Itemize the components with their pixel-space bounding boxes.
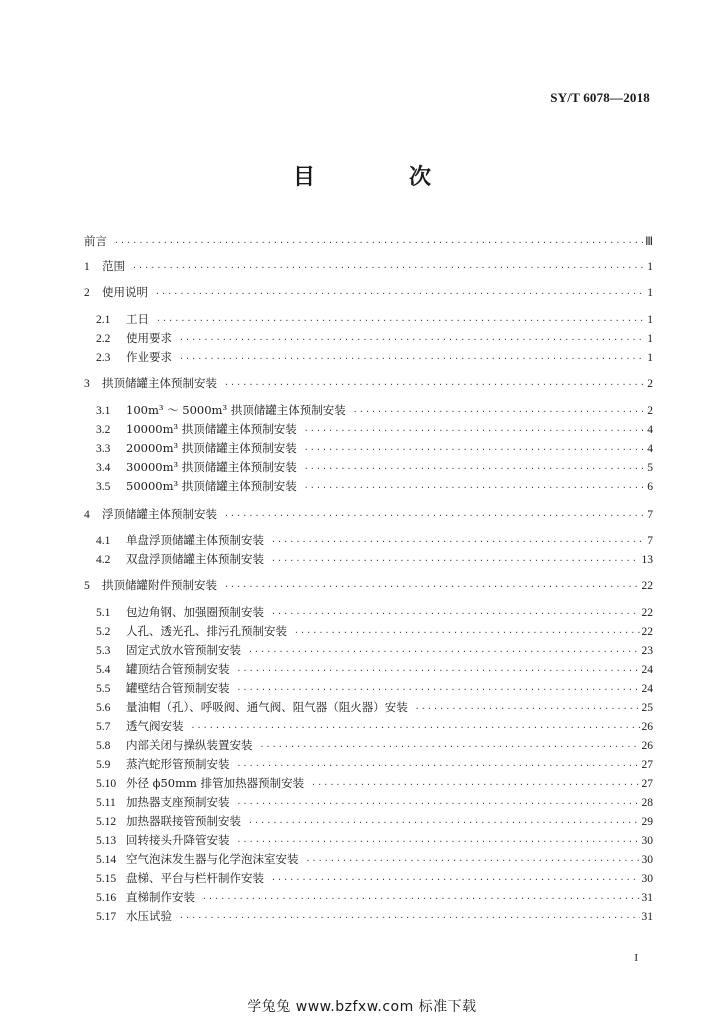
toc-entry-number: 2.3 (96, 352, 111, 364)
toc-leader-dots (294, 624, 640, 642)
toc-leader-dots (132, 259, 643, 277)
toc-leader-dots (353, 403, 643, 421)
toc-leader-dots (202, 890, 640, 908)
toc-entry-title: 拱顶储罐附件预制安装 (102, 578, 217, 592)
toc-entry[interactable] (96, 329, 653, 347)
toc-entry-page: 27 (641, 759, 653, 771)
toc-entry-number: 5.17 (96, 911, 117, 923)
toc-entry-title: 固定式放水管预制安装 (126, 643, 241, 657)
toc-leader-dots (156, 312, 643, 330)
toc-entry-page: 4 (647, 424, 653, 436)
toc-entry-page: 1 (647, 352, 653, 364)
page-number: I (634, 952, 638, 964)
toc-entry-title: 使用要求 (126, 331, 172, 345)
toc-entry[interactable] (96, 831, 653, 849)
toc-entry[interactable] (96, 420, 653, 438)
toc-entry[interactable] (96, 736, 653, 754)
toc-entry-number: 4.1 (96, 535, 111, 547)
toc-entry[interactable] (96, 439, 653, 457)
toc-leader-dots (114, 234, 643, 252)
toc-entry-page: 25 (641, 702, 653, 714)
toc-entry-page: 7 (647, 509, 653, 521)
toc-entry[interactable] (96, 755, 653, 773)
toc-entry-number: 3.5 (96, 481, 111, 493)
toc-entry-page: 4 (647, 443, 653, 455)
toc-leader-dots (271, 605, 640, 623)
toc-entry-title: 罐顶结合管预制安装 (126, 662, 230, 676)
watermark-text: 学兔兔 www.bzfxw.com 标准下载 (247, 999, 477, 1015)
toc-entry-page: 5 (647, 462, 653, 474)
toc-entry-title: 50000m³ 拱顶储罐主体预制安装 (126, 479, 297, 493)
toc-entry-page: 13 (641, 554, 653, 566)
toc-entry-page: 30 (641, 854, 653, 866)
toc-entry[interactable] (96, 907, 653, 925)
toc-entry-page: 28 (641, 797, 653, 809)
toc-entry-number: 2 (84, 287, 90, 299)
toc-leader-dots (179, 331, 643, 349)
toc-entry-page: 2 (647, 405, 653, 417)
toc-entry[interactable] (84, 374, 653, 392)
toc-entry-number: 5.5 (96, 683, 111, 695)
toc-entry[interactable] (84, 283, 653, 301)
toc-entry-number: 3.1 (96, 405, 111, 417)
toc-leader-dots (237, 662, 640, 680)
toc-entry-number: 3 (84, 378, 90, 390)
toc-leader-dots (271, 533, 643, 551)
toc-entry-number: 5.2 (96, 626, 111, 638)
toc-entry-page: 1 (647, 287, 653, 299)
toc-entry[interactable] (96, 622, 653, 640)
toc-entry[interactable] (96, 310, 653, 328)
toc-entry-number: 5.8 (96, 740, 111, 752)
toc-entry-number: 3.3 (96, 443, 111, 455)
toc-entry-title: 工日 (126, 312, 149, 326)
toc-entry-number: 5.1 (96, 607, 111, 619)
toc-entry-page: 30 (641, 873, 653, 885)
toc-entry-number: 5.11 (96, 797, 116, 809)
toc-leader-dots (237, 795, 640, 813)
toc-entry-title: 范围 (102, 259, 125, 273)
toc-entry-page: 1 (647, 314, 653, 326)
toc-entry-page: Ⅲ (645, 236, 653, 248)
toc-leader-dots (271, 871, 640, 889)
toc-entry-title: 100m³ ～ 5000m³ 拱顶储罐主体预制安装 (126, 403, 346, 417)
toc-entry-page: 2 (647, 378, 653, 390)
toc-leader-dots (224, 507, 643, 525)
toc-entry-title: 包边角钢、加强圈预制安装 (126, 605, 264, 619)
toc-leader-dots (224, 578, 640, 596)
toc-entry-number: 5.6 (96, 702, 111, 714)
toc-entry[interactable] (96, 774, 653, 792)
toc-entry-page: 22 (641, 626, 653, 638)
toc-leader-dots (155, 285, 643, 303)
toc-entry-page: 24 (641, 683, 653, 695)
toc-entry-number: 5 (84, 580, 90, 592)
toc-leader-dots (306, 852, 640, 870)
toc-leader-dots (237, 757, 640, 775)
toc-entry-title: 10000m³ 拱顶储罐主体预制安装 (126, 422, 297, 436)
toc-leader-dots (415, 700, 640, 718)
toc-entry-title: 作业要求 (126, 350, 172, 364)
toc-entry-page: 24 (641, 664, 653, 676)
toc-entry-number: 3.4 (96, 462, 111, 474)
toc-entry-page: 22 (641, 607, 653, 619)
toc-leader-dots (179, 909, 640, 927)
toc-entry-title: 20000m³ 拱顶储罐主体预制安装 (126, 441, 297, 455)
toc-entry-page: 1 (647, 261, 653, 273)
toc-entry-page: 1 (647, 333, 653, 345)
toc-entry-number: 2.2 (96, 333, 111, 345)
toc-entry[interactable] (96, 812, 653, 830)
toc-entry-page: 31 (641, 911, 653, 923)
toc-entry[interactable] (96, 888, 653, 906)
toc-entry-page: 23 (641, 645, 653, 657)
toc-entry-title: 透气阀安装 (126, 719, 184, 733)
toc-entry-title: 双盘浮顶储罐主体预制安装 (126, 552, 264, 566)
toc-entry-page: 30 (641, 835, 653, 847)
toc-entry-page: 26 (641, 721, 653, 733)
standard-code: SY/T 6078—2018 (550, 90, 650, 105)
toc-entry[interactable] (96, 550, 653, 568)
toc-entry[interactable] (96, 603, 653, 621)
toc-entry-number: 5.16 (96, 892, 117, 904)
toc-entry-title: 空气泡沫发生器与化学泡沫室安装 (126, 852, 299, 866)
toc-entry-number: 5.15 (96, 873, 117, 885)
toc-entry-title: 使用说明 (102, 285, 148, 299)
toc-leader-dots (260, 738, 640, 756)
toc-entry-number: 5.12 (96, 816, 117, 828)
toc-entry[interactable] (84, 576, 653, 594)
toc-entry-title: 单盘浮顶储罐主体预制安装 (126, 533, 264, 547)
toc-entry-title: 回转接头升降管安装 (126, 833, 230, 847)
toc-entry-page: 29 (641, 816, 653, 828)
toc-entry-title: 前言 (84, 234, 107, 248)
toc-entry[interactable] (96, 717, 653, 735)
toc-entry-title: 盘梯、平台与栏杆制作安装 (126, 871, 264, 885)
toc-entry-title: 量油帽（孔）、呼吸阀、通气阀、阻气器（阻火器）安装 (126, 700, 408, 714)
toc-entry-number: 4.2 (96, 554, 111, 566)
toc-entry-number: 5.13 (96, 835, 117, 847)
page-title: 目 次 (292, 164, 467, 190)
toc-entry-title: 蒸汽蛇形管预制安装 (126, 757, 230, 771)
toc-leader-dots (304, 422, 643, 440)
toc-entry-page: 7 (647, 535, 653, 547)
toc-entry-number: 5.4 (96, 664, 111, 676)
toc-leader-dots (311, 776, 639, 794)
toc-entry-title: 拱顶储罐主体预制安装 (102, 376, 217, 390)
toc-entry-title: 加热器联接管预制安装 (126, 814, 241, 828)
toc-entry-number: 3.2 (96, 424, 111, 436)
toc-entry[interactable] (96, 850, 653, 868)
toc-leader-dots (271, 552, 640, 570)
toc-entry-number: 5.9 (96, 759, 111, 771)
toc-leader-dots (179, 350, 643, 368)
toc-leader-dots (248, 643, 640, 661)
toc-entry-number: 5.10 (96, 778, 117, 790)
toc-entry[interactable] (96, 531, 653, 549)
toc-leader-dots (304, 460, 643, 478)
toc-entry-page: 6 (647, 481, 653, 493)
toc-entry-number: 5.14 (96, 854, 117, 866)
toc-entry[interactable] (84, 257, 653, 275)
toc-entry-title: 直梯制作安装 (126, 890, 195, 904)
toc-entry-page: 26 (641, 740, 653, 752)
toc-entry[interactable] (96, 348, 653, 366)
toc-entry-title: 浮顶储罐主体预制安装 (102, 507, 217, 521)
toc-entry[interactable] (96, 869, 653, 887)
toc-entry[interactable] (84, 505, 653, 523)
toc-entry[interactable] (96, 698, 653, 716)
toc-leader-dots (304, 441, 643, 459)
toc-entry[interactable] (96, 641, 653, 659)
toc-entry[interactable] (96, 401, 653, 419)
toc-leader-dots (224, 376, 643, 394)
toc-entry[interactable] (96, 793, 653, 811)
toc-leader-dots (191, 719, 640, 737)
toc-leader-dots (237, 833, 640, 851)
toc-entry[interactable] (84, 232, 653, 250)
toc-entry-number: 4 (84, 509, 90, 521)
toc-leader-dots (237, 681, 640, 699)
toc-entry-title: 30000m³ 拱顶储罐主体预制安装 (126, 460, 297, 474)
toc-entry-page: 27 (641, 778, 653, 790)
toc-leader-dots (248, 814, 640, 832)
toc-entry-title: 加热器支座预制安装 (126, 795, 230, 809)
toc-entry-page: 31 (641, 892, 653, 904)
toc-entry-title: 外径 ϕ50mm 排管加热器预制安装 (126, 776, 305, 790)
toc-entry[interactable] (96, 660, 653, 678)
toc-entry-title: 罐壁结合管预制安装 (126, 681, 230, 695)
toc-entry-page: 22 (641, 580, 653, 592)
toc-entry[interactable] (96, 679, 653, 697)
toc-entry-number: 2.1 (96, 314, 111, 326)
toc-entry-number: 5.3 (96, 645, 111, 657)
toc-entry-title: 人孔、透光孔、排污孔预制安装 (126, 624, 287, 638)
toc-entry-title: 内部关闭与操纵装置安装 (126, 738, 253, 752)
toc-leader-dots (304, 479, 643, 497)
toc-entry-number: 5.7 (96, 721, 111, 733)
toc-entry[interactable] (96, 477, 653, 495)
toc-entry-title: 水压试验 (126, 909, 172, 923)
toc-entry[interactable] (96, 458, 653, 476)
toc-entry-number: 1 (84, 261, 90, 273)
